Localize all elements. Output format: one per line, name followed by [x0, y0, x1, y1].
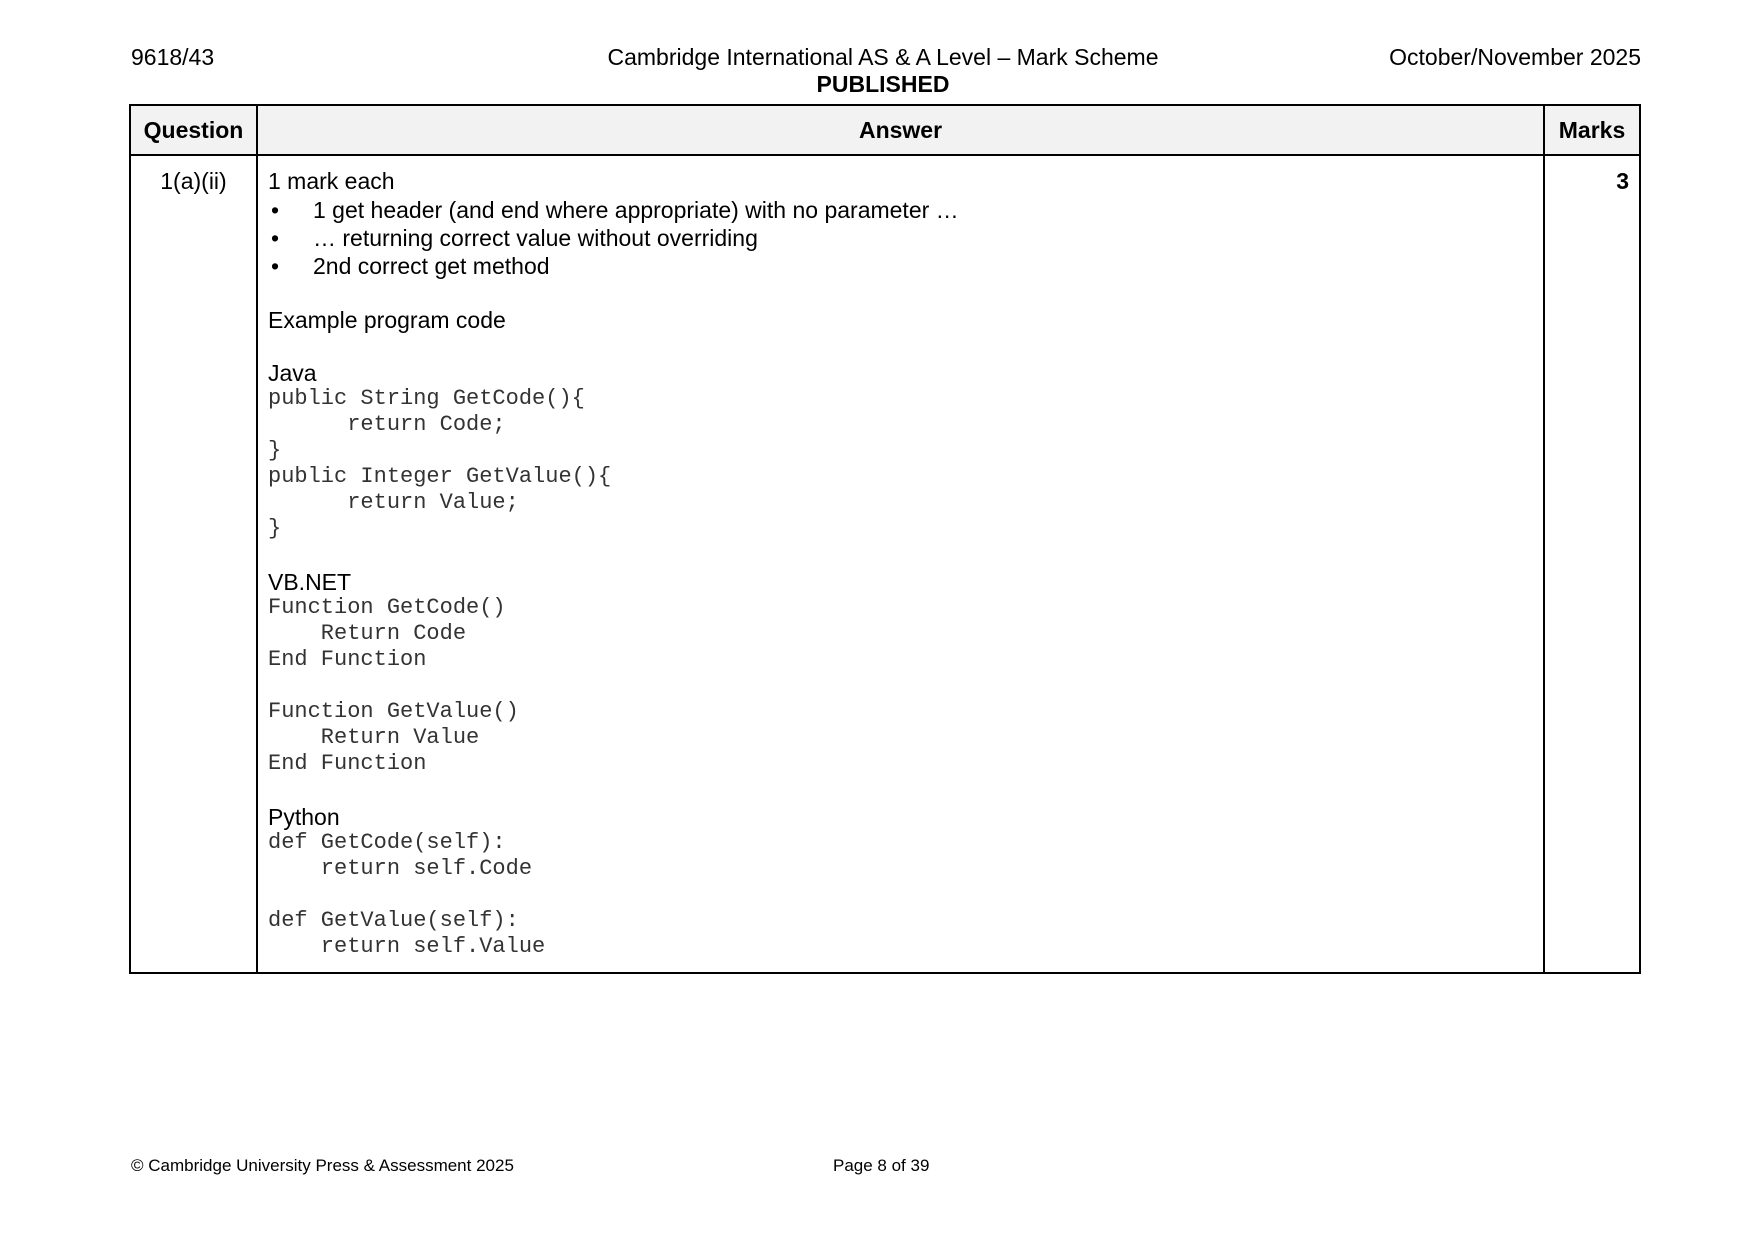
marks-column-header: Marks — [1544, 105, 1640, 155]
marking-point: • 1 get header (and end where appropriate) with no parameter … — [268, 196, 1533, 224]
published-label: PUBLISHED — [816, 71, 950, 97]
mark-scheme-table — [129, 104, 1641, 974]
bullet-icon: • — [270, 225, 280, 251]
table-header-row — [130, 105, 1640, 155]
answer-column-header: Answer — [257, 105, 1544, 155]
exam-session-date: October/November 2025 — [1389, 44, 1641, 70]
vbnet-code-block: Function GetCode() Return Code End Function Function GetValue() Return Value End Function — [268, 595, 519, 776]
question-number: 1(a)(ii) — [130, 155, 257, 973]
java-heading: Java — [268, 360, 317, 386]
example-heading: Example program code — [268, 307, 506, 333]
answer-cell — [257, 155, 1544, 973]
page-number: Page 8 of 39 — [833, 1156, 930, 1175]
vbnet-heading: VB.NET — [268, 569, 352, 595]
marks-value: 3 — [1544, 155, 1640, 973]
marking-point: • … returning correct value without overriding — [268, 224, 1533, 252]
java-code-block: public String GetCode(){ return Code; } public Integer GetValue(){ return Value; } — [268, 386, 612, 541]
table-row — [130, 155, 1640, 973]
paper-code: 9618/43 — [131, 44, 215, 70]
bullet-icon: • — [270, 197, 280, 223]
copyright-notice: © Cambridge University Press & Assessment 2025 — [131, 1156, 514, 1175]
python-code-block: def GetCode(self): return self.Code def GetValue(self): return self.Value — [268, 830, 546, 959]
mark-allocation-note: 1 mark each — [268, 168, 395, 194]
python-heading: Python — [268, 804, 340, 830]
marking-points-list — [268, 196, 1533, 280]
question-column-header: Question — [130, 105, 257, 155]
document-title: Cambridge International AS & A Level – Mark Scheme — [607, 44, 1159, 70]
marking-point: • 2nd correct get method — [268, 252, 1533, 280]
bullet-icon: • — [270, 253, 280, 279]
